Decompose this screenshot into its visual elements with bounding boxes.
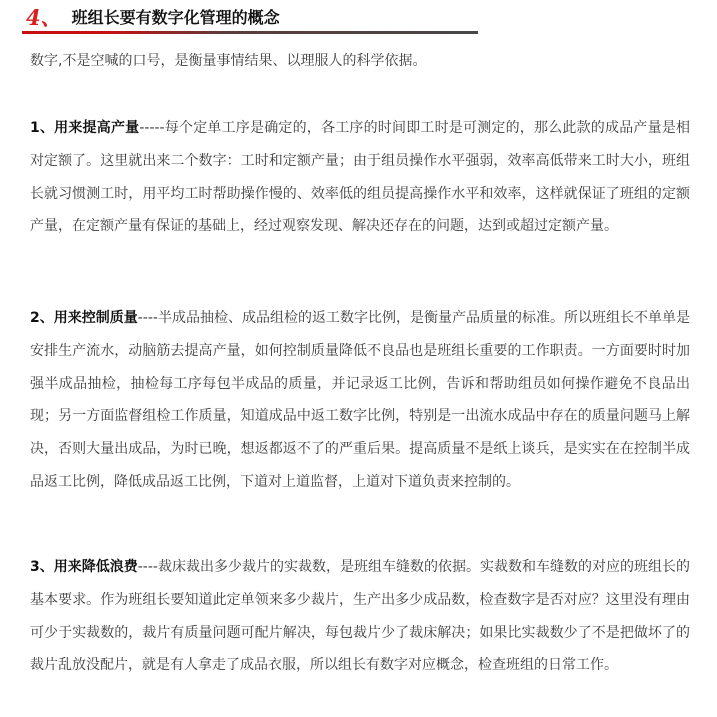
paragraph-text: 半成品抽检、成品组检的返工数字比例，是衡量产品质量的标准。所以班组长不单单是安排生产流水，动脑筋去提高产量，如何控制质量降低不良品也是班组长重要的工作职责。一方面要时时加强半成品抽检，抽检每工序每包半成品的质量，并记录返工比例，告诉和帮助组员如何操作避免不良品出现；另一方面监督组检工作质量，知道成品中返工数字比例，特别是一出流水成品中存在的质量问题马上解决，否则大量出成品，为时已晚，想返都返不了的严重后果。提高质量不是纸上谈兵，是实实在在控制半成品返工比例，降低成品返工比例，下道对上道监督，上道对下道负责来控制的。 <box>30 310 690 490</box>
paragraph-dashes: ---- <box>137 310 158 326</box>
heading-underline <box>22 31 478 34</box>
paragraph-production <box>30 112 690 243</box>
paragraph-quality <box>30 302 690 499</box>
paragraph-waste <box>30 551 690 682</box>
paragraph-lead: 1、用来提高产量 <box>30 120 140 136</box>
section-title: 班组长要有数字化管理的概念 <box>71 8 280 27</box>
paragraph-lead: 3、用来降低浪费 <box>30 559 138 575</box>
section-number: 4、 <box>26 5 62 30</box>
section-heading <box>26 6 280 30</box>
paragraph-lead: 2、用来控制质量 <box>30 310 138 326</box>
paragraph-dashes: ----- <box>139 120 165 136</box>
paragraph-text: 裁床裁出多少裁片的实裁数，是班组车缝数的依据。实裁数和车缝数的对应的班组长的基本要求。作为班组长要知道此定单领来多少裁片，生产出多少成品数，检查数字是否对应？这里没有理由可少于实裁数的，裁片有质量问题可配片解决，每包裁片少了裁床解决；如果比实裁数少了不是把做坏了的裁片乱放没配片，就是有人拿走了成品衣服，所以组长有数字对应概念，检查班组的日常工作。 <box>30 559 690 674</box>
paragraph-dashes: ---- <box>137 559 158 575</box>
intro-paragraph: 数字,不是空喊的口号，是衡量事情结果、以理服人的科学依据。 <box>30 53 427 69</box>
paragraph-text: 每个定单工序是确定的，各工序的时间即工时是可测定的，那么此款的成品产量是相对定额了。这里就出来二个数字：工时和定额产量；由于组员操作水平强弱，效率高低带来工时大小，班组长就习惯测工时，用平均工时帮助操作慢的、效率低的组员提高操作水平和效率，这样就保证了班组的定额产量，在定额产量有保证的基础上，经过观察发现、解决还存在的问题，达到或超过定额产量。 <box>30 120 690 235</box>
